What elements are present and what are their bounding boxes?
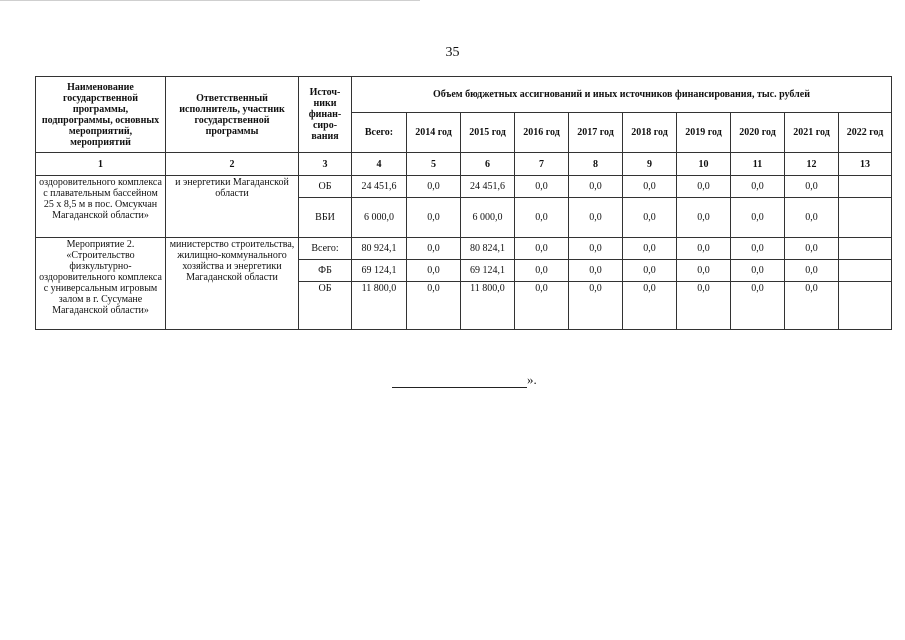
closing-line: [392, 372, 537, 388]
header-year: 2018 год: [623, 113, 677, 153]
header-year: 2021 год: [785, 113, 839, 153]
value-cell: 0,0: [569, 238, 623, 260]
column-number: 9: [623, 153, 677, 176]
value-cell: 0,0: [515, 176, 569, 198]
value-cell: 0,0: [785, 238, 839, 260]
column-number: 2: [166, 153, 299, 176]
value-cell: 0,0: [731, 238, 785, 260]
value-cell: 0,0: [569, 282, 623, 330]
column-number-row: [36, 153, 892, 176]
responsible-executor: министерство строительства, жилищно-коммунального хозяйства и энергетики Магаданской области: [166, 238, 299, 330]
page-number: 35: [445, 45, 460, 60]
value-cell: 0,0: [785, 260, 839, 282]
value-cell: 0,0: [515, 282, 569, 330]
column-number: 8: [569, 153, 623, 176]
table-row: [36, 238, 892, 260]
value-cell: 0,0: [731, 260, 785, 282]
value-cell: 6 000,0: [352, 198, 407, 238]
value-cell: 0,0: [785, 176, 839, 198]
funding-source: ОБ: [299, 176, 352, 198]
column-number: 3: [299, 153, 352, 176]
value-cell: 80 924,1: [352, 238, 407, 260]
funding-source: ВБИ: [299, 198, 352, 238]
funding-source: ОБ: [299, 282, 352, 330]
value-cell: 0,0: [407, 198, 461, 238]
value-cell: 0,0: [569, 260, 623, 282]
value-cell: [839, 260, 892, 282]
header-volume: Объем бюджетных ассигнований и иных источников финансирования, тыс. рублей: [352, 77, 892, 113]
value-cell: 0,0: [623, 238, 677, 260]
column-number: 1: [36, 153, 166, 176]
column-number: 12: [785, 153, 839, 176]
budget-table: [35, 76, 892, 330]
value-cell: 0,0: [731, 176, 785, 198]
value-cell: 0,0: [407, 176, 461, 198]
column-number: 13: [839, 153, 892, 176]
column-number: 6: [461, 153, 515, 176]
closing-mark: ».: [527, 372, 537, 387]
funding-source: ФБ: [299, 260, 352, 282]
value-cell: 69 124,1: [352, 260, 407, 282]
value-cell: 0,0: [731, 282, 785, 330]
column-number: 5: [407, 153, 461, 176]
value-cell: 0,0: [731, 198, 785, 238]
activity-name: Мероприятие 2. «Строительство физкультурно-оздоровительного комплекса с универсальным игровым залом в г. Сусумане Магаданской области»: [36, 238, 166, 330]
value-cell: 0,0: [515, 198, 569, 238]
value-cell: 6 000,0: [461, 198, 515, 238]
value-cell: 0,0: [677, 176, 731, 198]
value-cell: 0,0: [569, 176, 623, 198]
value-cell: 0,0: [407, 238, 461, 260]
header-year: 2015 год: [461, 113, 515, 153]
header-name: Наименование государственной программы, подпрограммы, основных мероприятий, мероприятий: [36, 77, 166, 153]
value-cell: 11 800,0: [461, 282, 515, 330]
value-cell: 0,0: [623, 260, 677, 282]
value-cell: 0,0: [407, 260, 461, 282]
value-cell: 11 800,0: [352, 282, 407, 330]
header-source: Источ-ники финан-сиро-вания: [299, 77, 352, 153]
funding-source: Всего:: [299, 238, 352, 260]
value-cell: 0,0: [677, 198, 731, 238]
value-cell: 0,0: [569, 198, 623, 238]
value-cell: 0,0: [515, 260, 569, 282]
value-cell: 0,0: [785, 282, 839, 330]
value-cell: 0,0: [623, 282, 677, 330]
column-number: 10: [677, 153, 731, 176]
column-number: 7: [515, 153, 569, 176]
header-year: 2016 год: [515, 113, 569, 153]
table-row: [36, 176, 892, 198]
value-cell: 0,0: [623, 198, 677, 238]
header-year: 2019 год: [677, 113, 731, 153]
signature-underline: [392, 375, 527, 388]
top-rule: [0, 0, 420, 1]
value-cell: [839, 282, 892, 330]
value-cell: 24 451,6: [352, 176, 407, 198]
value-cell: 80 824,1: [461, 238, 515, 260]
value-cell: 0,0: [677, 260, 731, 282]
column-number: 4: [352, 153, 407, 176]
header-year: 2022 год: [839, 113, 892, 153]
activity-name: оздоровительного комплекса с плавательным бассейном 25 х 8,5 м в пос. Омсукчан Магаданской области»: [36, 176, 166, 238]
value-cell: 24 451,6: [461, 176, 515, 198]
header-total: Всего:: [352, 113, 407, 153]
value-cell: 0,0: [677, 238, 731, 260]
value-cell: 0,0: [677, 282, 731, 330]
value-cell: 0,0: [623, 176, 677, 198]
value-cell: 0,0: [515, 238, 569, 260]
value-cell: [839, 198, 892, 238]
header-responsible: Ответственный исполнитель, участник государственной программы: [166, 77, 299, 153]
header-year: 2020 год: [731, 113, 785, 153]
value-cell: 0,0: [407, 282, 461, 330]
value-cell: 0,0: [785, 198, 839, 238]
value-cell: [839, 238, 892, 260]
column-number: 11: [731, 153, 785, 176]
header-year: 2014 год: [407, 113, 461, 153]
value-cell: [839, 176, 892, 198]
header-year: 2017 год: [569, 113, 623, 153]
responsible-executor: и энергетики Магаданской области: [166, 176, 299, 238]
value-cell: 69 124,1: [461, 260, 515, 282]
